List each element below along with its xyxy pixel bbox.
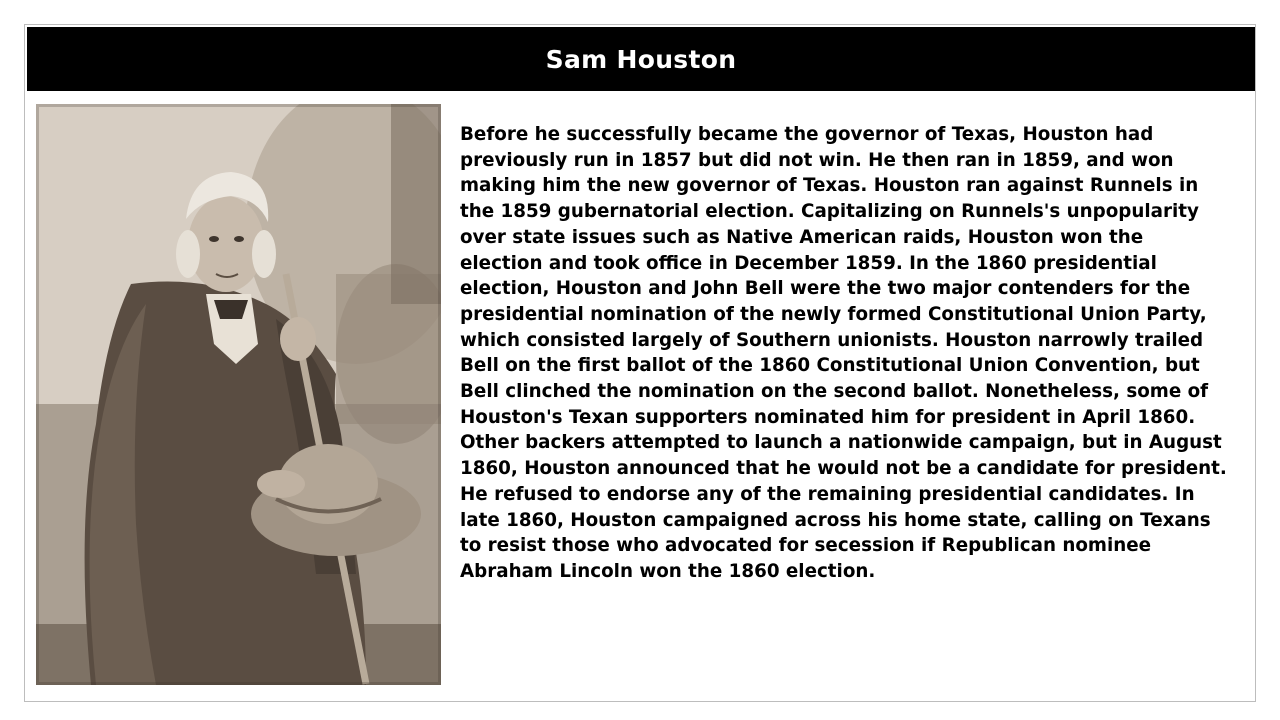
slide	[24, 24, 1256, 702]
portrait-image	[36, 104, 441, 685]
portrait-illustration	[36, 104, 441, 685]
title-bar	[27, 27, 1255, 91]
body-paragraph: Before he successfully became the governor of Texas, Houston had previously run in 1857 but did not win. He then ran in 1859, and won making him the new governor of Texas. Houston ran against Runnels in the 1859 gubernatorial election. Capitalizing on Runnels's unpopularity over state issues such as Native American raids, Houston won the election and took office in December 1859. In the 1860 presidential election, Houston and John Bell were the two major contenders for the presidential nomination of the newly formed Constitutional Union Party, which consisted largely of Southern unionists. Houston narrowly trailed Bell on the first ballot of the 1860 Constitutional Union Convention, but Bell clinched the nomination on the second ballot. Nonetheless, some of Houston's Texan supporters nominated him for president in April 1860. Other backers attempted to launch a nationwide campaign, but in August 1860, Houston announced that he would not be a candidate for president. He refused to endorse any of the remaining presidential candidates. In late 1860, Houston campaigned across his home state, calling on Texans to resist those who advocated for secession if Republican nominee Abraham Lincoln won the 1860 election.	[460, 124, 1227, 582]
slide-title: Sam Houston	[545, 44, 737, 74]
